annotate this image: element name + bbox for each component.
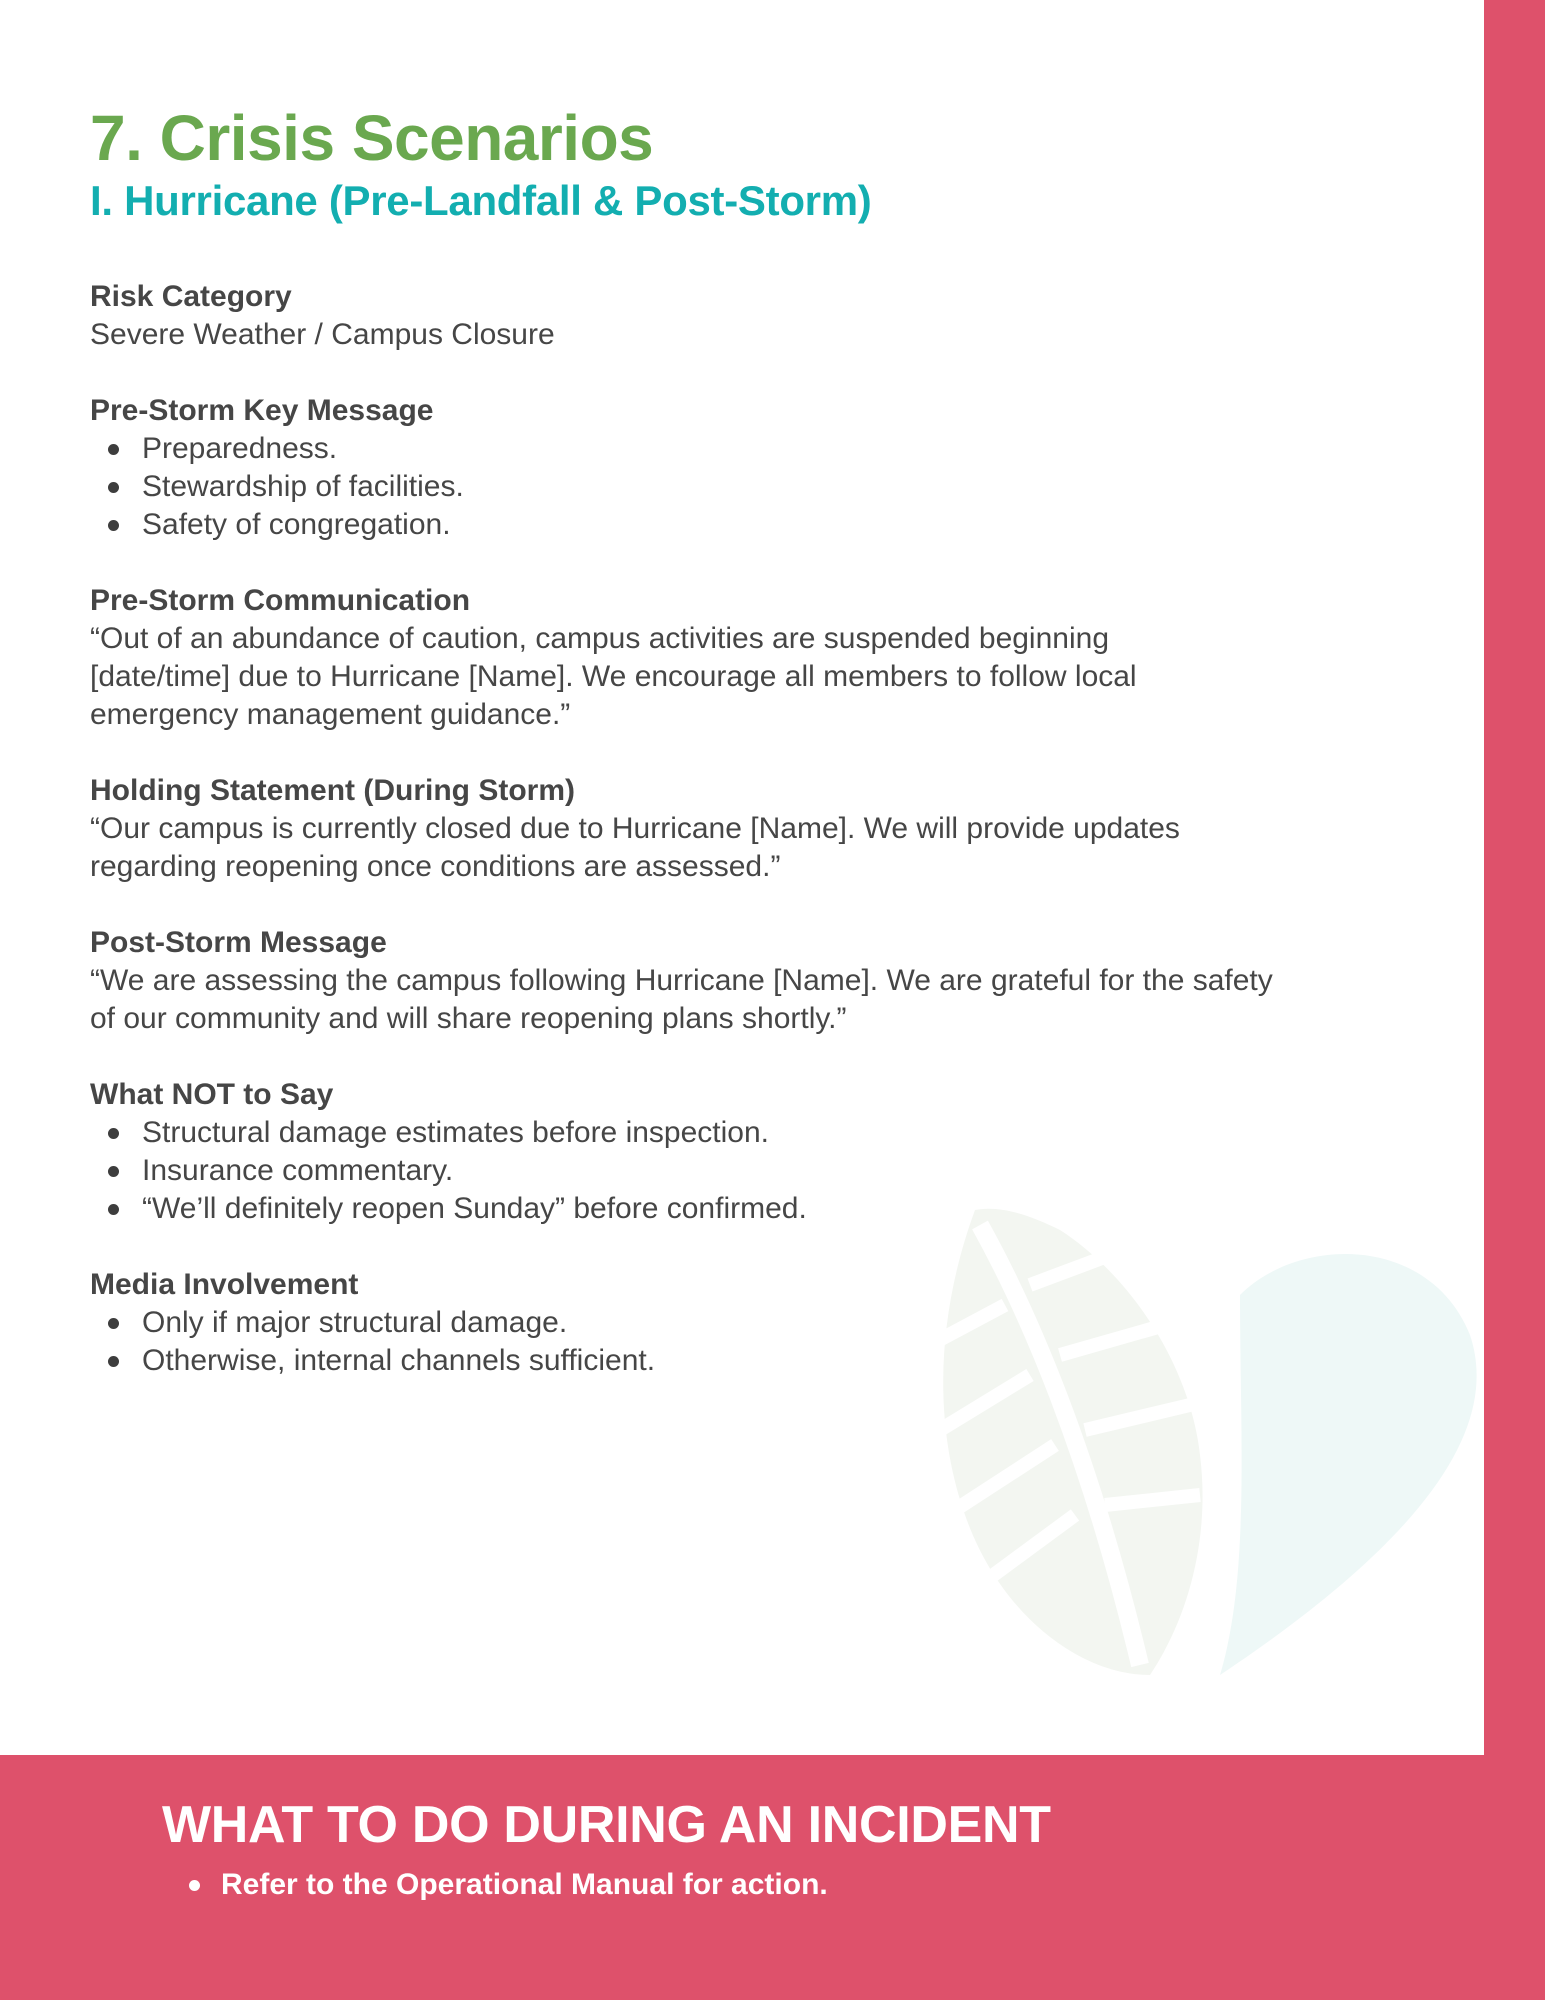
bullet-icon (108, 482, 119, 493)
list-item: Otherwise, internal channels sufficient. (90, 1342, 1460, 1380)
post-storm-message-title: Post-Storm Message (90, 926, 387, 959)
risk-category-text: Severe Weather / Campus Closure (90, 318, 555, 351)
footer-list (185, 1865, 828, 1905)
list-item: Stewardship of facilities. (90, 468, 1460, 506)
pre-storm-communication-section (90, 582, 1460, 734)
holding-statement-title: Holding Statement (During Storm) (90, 774, 575, 807)
what-not-to-say-title: What NOT to Say (90, 1078, 334, 1111)
list-item: Safety of congregation. (90, 506, 1460, 544)
pre-storm-key-message-list (90, 430, 1460, 544)
page-subheading: I. Hurricane (Pre-Landfall & Post-Storm) (90, 177, 872, 224)
media-involvement-list (90, 1304, 1460, 1380)
bullet-icon (108, 520, 119, 531)
list-item: “We’ll definitely reopen Sunday” before confirmed. (90, 1190, 1460, 1228)
list-item: Insurance commentary. (90, 1152, 1460, 1190)
text-line: emergency management guidance.” (90, 698, 571, 731)
list-item: Only if major structural damage. (90, 1304, 1460, 1342)
what-not-to-say-list (90, 1114, 1460, 1228)
pre-storm-key-message-section (90, 392, 1460, 544)
risk-category-title: Risk Category (90, 280, 292, 313)
footer-title: WHAT TO DO DURING AN INCIDENT (162, 1796, 1051, 1854)
page-heading: 7. Crisis Scenarios (90, 102, 654, 174)
list-item: Preparedness. (90, 430, 1460, 468)
bullet-icon (108, 1166, 119, 1177)
post-storm-message-section (90, 924, 1460, 1038)
text-line: “Our campus is currently closed due to Hurricane [Name]. We will provide updates (90, 812, 1180, 845)
what-not-to-say-section (90, 1076, 1460, 1228)
bullet-icon (108, 1204, 119, 1215)
bullet-icon (108, 1356, 119, 1367)
text-line: “Out of an abundance of caution, campus activities are suspended beginning (90, 622, 1110, 655)
main-content (90, 100, 1460, 1380)
bullet-icon (108, 1128, 119, 1139)
footer-item-text: Refer to the Operational Manual for action. (221, 1868, 828, 1901)
text-line: “We are assessing the campus following Hurricane [Name]. We are grateful for the safety (90, 964, 1273, 997)
text-line: of our community and will share reopening plans shortly.” (90, 1002, 847, 1035)
list-item (185, 1865, 828, 1905)
holding-statement-section (90, 772, 1460, 886)
text-line: regarding reopening once conditions are assessed.” (90, 850, 781, 883)
bullet-icon (108, 1318, 119, 1329)
bullet-icon (108, 444, 119, 455)
pre-storm-key-message-title: Pre-Storm Key Message (90, 394, 434, 427)
risk-category-section (90, 278, 1460, 354)
list-item: Structural damage estimates before inspection. (90, 1114, 1460, 1152)
side-accent-bar (1484, 0, 1545, 1755)
media-involvement-title: Media Involvement (90, 1268, 359, 1301)
pre-storm-communication-title: Pre-Storm Communication (90, 584, 471, 617)
text-line: [date/time] due to Hurricane [Name]. We encourage all members to follow local (90, 660, 1137, 693)
incident-footer-banner (0, 1755, 1545, 2000)
media-involvement-section (90, 1266, 1460, 1380)
bullet-icon (189, 1880, 200, 1891)
